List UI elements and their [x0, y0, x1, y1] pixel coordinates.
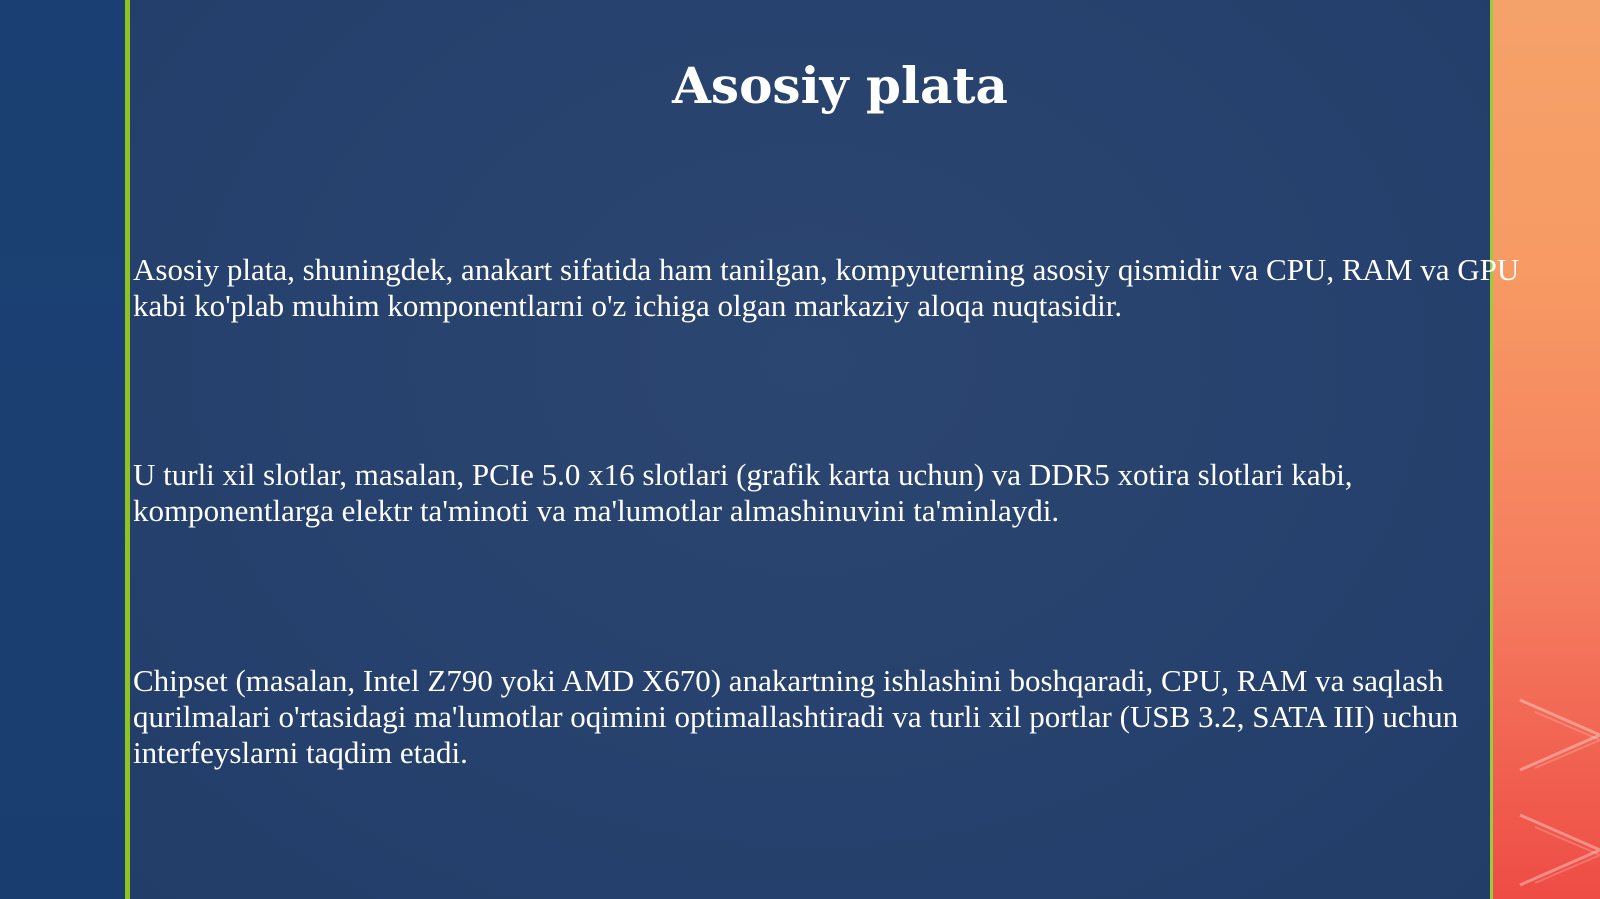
paragraph-motherboard-definition: Asosiy plata, shuningdek, anakart sifatida ham tanilgan, kompyuterning asosiy qismidir va CPU, RAM va GPU kabi ko'plab muhim komponentlarni o'z ichiga olgan markaziy aloqa nuqtasidir. [133, 252, 1520, 323]
slide-title: Asosiy plata [672, 56, 1008, 115]
left-accent-line [125, 0, 130, 899]
paragraph-slots: U turli xil slotlar, masalan, PCIe 5.0 x16 slotlari (grafik karta uchun) va DDR5 xotira slotlari kabi, komponentlarga elektr ta'minoti va ma'lumotlar almashinuvini ta'minlaydi. [133, 457, 1353, 528]
left-side-band [0, 0, 126, 899]
paragraph-chipset: Chipset (masalan, Intel Z790 yoki AMD X670) anakartning ishlashini boshqaradi, CPU, RAM va saqlash qurilmalari o'rtasidagi ma'lumotlar oqimini optimallashtiradi va turli xil portlar (USB 3.2, SATA III) uchun interfeyslarni taqdim etadi. [133, 663, 1459, 770]
